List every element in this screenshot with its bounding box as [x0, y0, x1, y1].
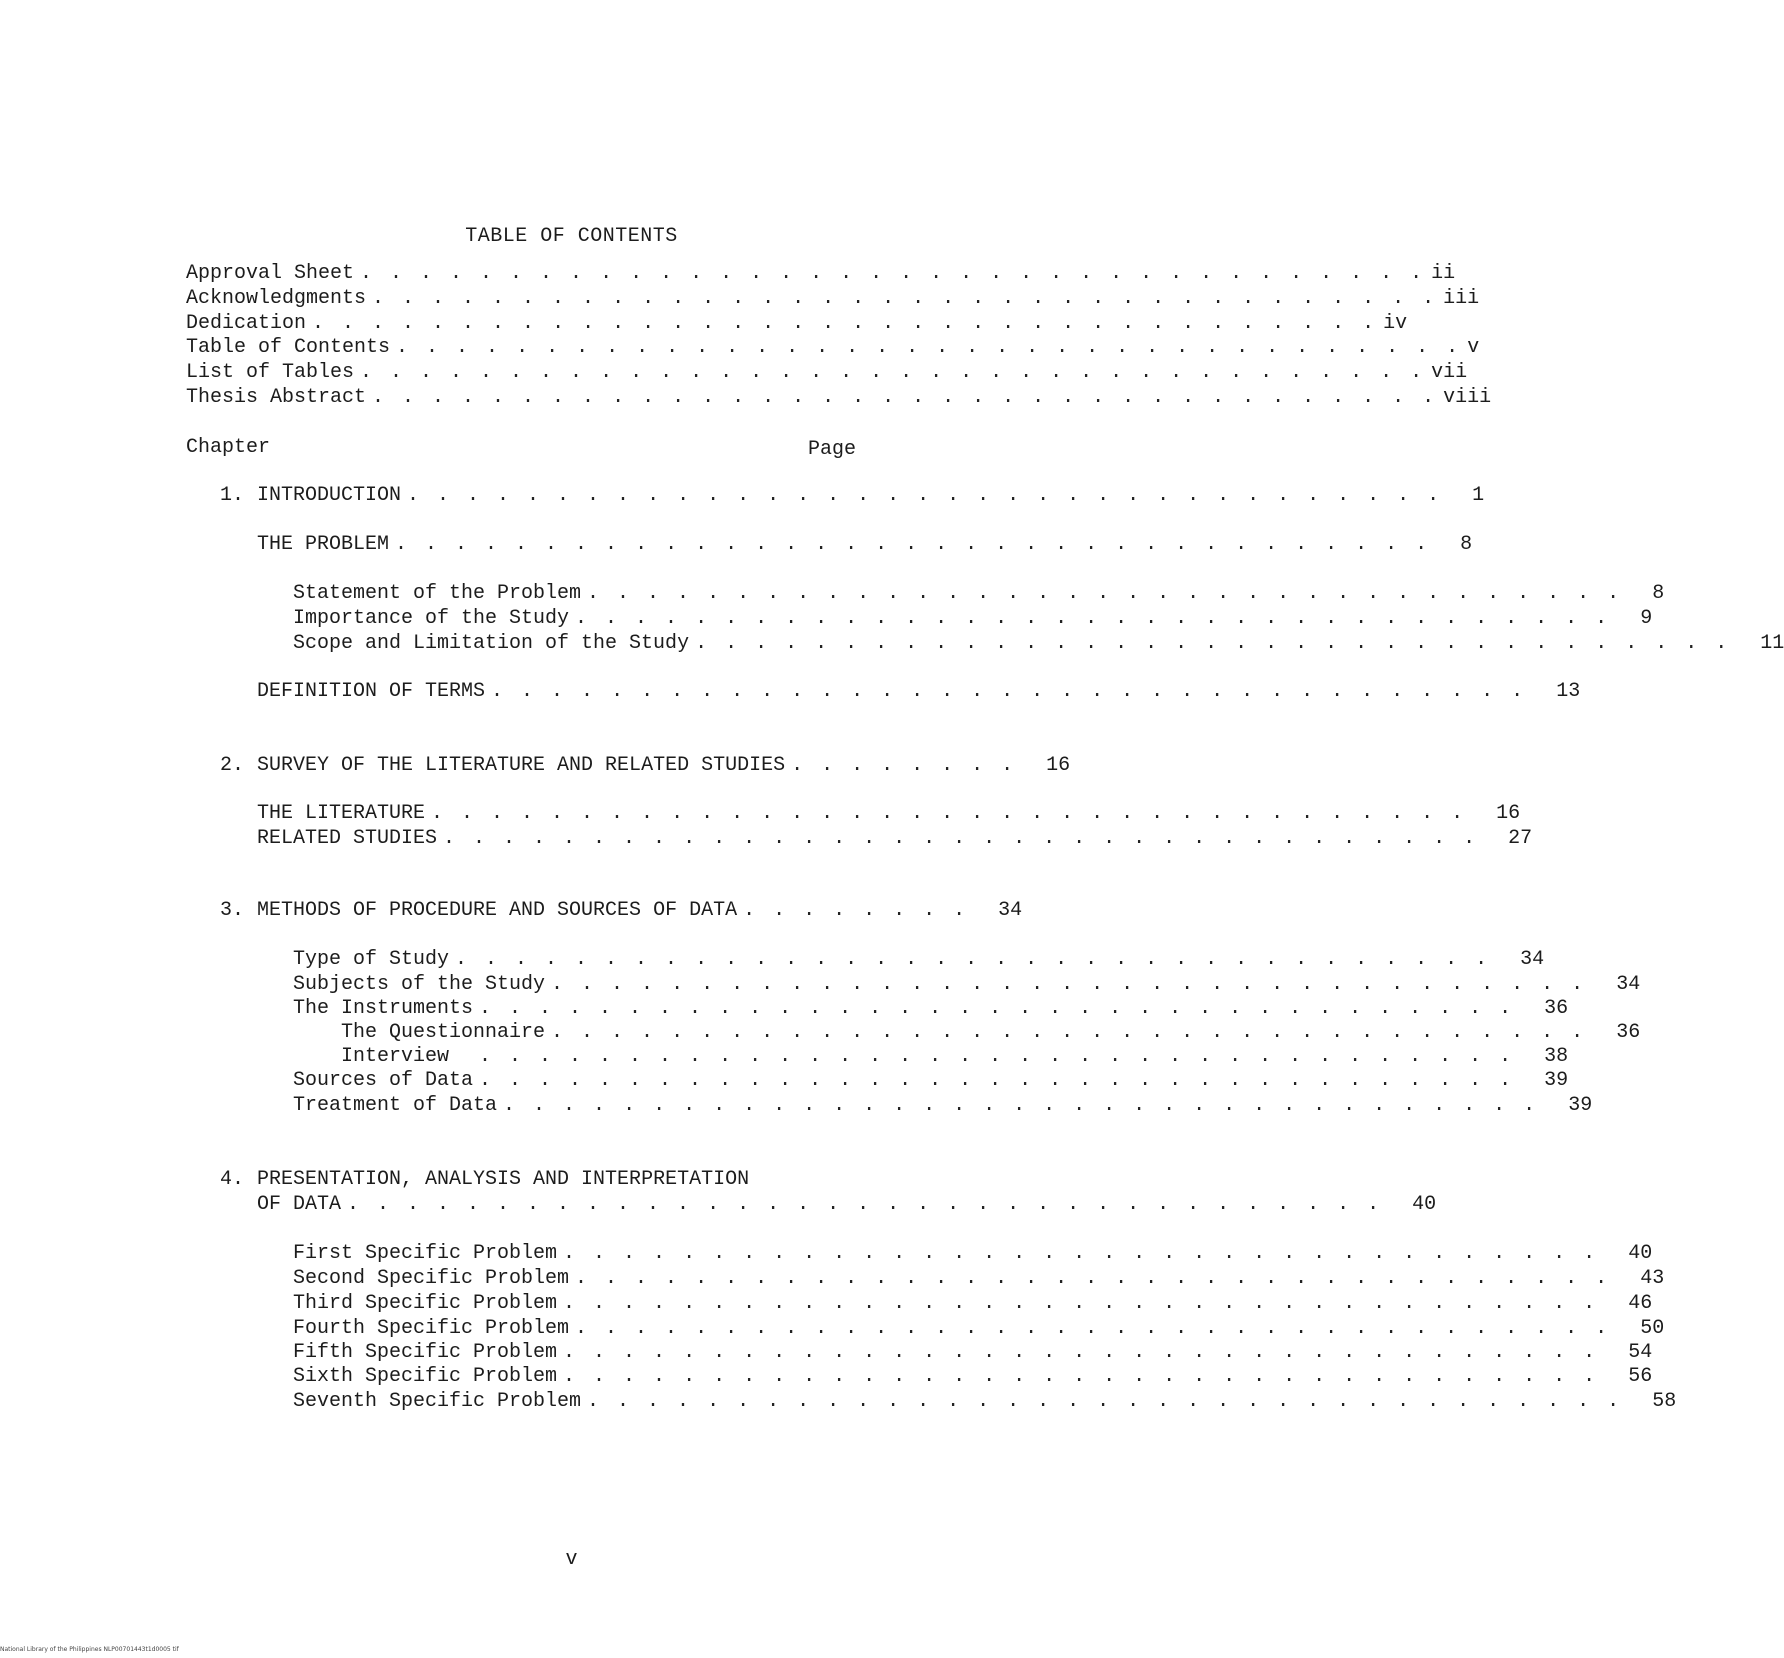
section-label: Third Specific Problem [293, 1292, 558, 1315]
toc-title: TABLE OF CONTENTS [465, 225, 678, 248]
dot-leader: . . . . . . . . . . . . . . . . . . . . . . . . . . . . . . . . . . . [395, 533, 1431, 556]
chapter-4-title-line1: PRESENTATION, ANALYSIS AND INTERPRETATION [257, 1168, 750, 1191]
dot-leader: . . . . . . . . . . . . . . . . . . . . . . . . . . . . . . . . . . . [491, 680, 1527, 703]
toc-entry-approval-sheet [186, 262, 1456, 285]
toc-entry-dedication [186, 312, 1408, 335]
section-page: 50 [1640, 1317, 1665, 1340]
section-label: First Specific Problem [293, 1242, 558, 1265]
chapter-page: 16 [1046, 754, 1071, 777]
entry-label: Thesis Abstract [186, 386, 367, 409]
section-label: THE LITERATURE [257, 802, 426, 825]
section-page: 39 [1544, 1069, 1569, 1092]
dot-leader: . . . . . . . . . . . . . . . . . . . . . . . . . . . . . . . . . . . [479, 997, 1515, 1020]
chapter-page: 40 [1412, 1193, 1437, 1216]
toc-entry-list-of-tables [186, 361, 1468, 384]
section-label: Treatment of Data [293, 1094, 498, 1117]
chapter-title: SURVEY OF THE LITERATURE AND RELATED STUDIES [257, 754, 786, 777]
section-label: Statement of the Problem [293, 582, 582, 605]
section-sources-of-data [293, 1069, 1569, 1092]
section-page: 58 [1652, 1390, 1677, 1413]
dot-leader: . . . . . . . . . . . . . . . . . . . . . . . . . . . . . . . . . . . [479, 1045, 1515, 1068]
section-label: Sources of Data [293, 1069, 474, 1092]
section-page: 46 [1628, 1292, 1653, 1315]
section-page: 56 [1628, 1365, 1653, 1388]
dot-leader: . . . . . . . . . . . . . . . . . . . . . . . . . . . . . . . . . . . [503, 1094, 1539, 1117]
entry-page: ii [1431, 262, 1456, 285]
page-number: v [565, 1548, 578, 1571]
section-label: Second Specific Problem [293, 1267, 570, 1290]
dot-leader: . . . . . . . . . . . . . . . . . . . . . . . . . . . . . . . . . . . [563, 1341, 1599, 1364]
section-page: 13 [1556, 680, 1581, 703]
section-subjects-of-the-study [293, 973, 1641, 996]
dot-leader: . . . . . . . . . . . . . . . . . . . . . . . . . . . . . . . . . . . . [372, 386, 1438, 409]
dot-leader: . . . . . . . . . . . . . . . . . . . . . . . . . . . . . . . . . . . . [360, 262, 1426, 285]
entry-page: iv [1383, 312, 1408, 335]
section-the-literature [257, 802, 1521, 825]
chapter-number: 2. [220, 754, 245, 777]
chapter-title: METHODS OF PROCEDURE AND SOURCES OF DATA [257, 899, 738, 922]
section-label: RELATED STUDIES [257, 827, 438, 850]
page-column-header: Page [808, 438, 857, 461]
section-label: Sixth Specific Problem [293, 1365, 558, 1388]
section-sixth-specific-problem [293, 1365, 1653, 1388]
section-page: 43 [1640, 1267, 1665, 1290]
section-interview [341, 1045, 1569, 1068]
section-fifth-specific-problem [293, 1341, 1653, 1364]
chapter-1-entry [220, 484, 1485, 507]
dot-leader: . . . . . . . . . . . . . . . . . . . . . . . . . . . . . . . . . . . . [360, 361, 1426, 384]
section-seventh-specific-problem [293, 1390, 1677, 1413]
section-statement-of-the-problem [293, 582, 1665, 605]
section-label: DEFINITION OF TERMS [257, 680, 486, 703]
toc-entry-acknowledgments [186, 287, 1480, 310]
section-page: 38 [1544, 1045, 1569, 1068]
section-page: 9 [1640, 607, 1653, 630]
dot-leader: . . . . . . . . . . . . . . . . . . . . . . . . . . . . . . . . . . . [563, 1365, 1599, 1388]
section-label: The Questionnaire [341, 1021, 546, 1044]
dot-leader: . . . . . . . . . . . . . . . . . . . . . . . . . . . . . . . . . . . [407, 484, 1443, 507]
entry-label: Approval Sheet [186, 262, 355, 285]
section-the-instruments [293, 997, 1569, 1020]
chapter-title: INTRODUCTION [257, 484, 402, 507]
section-label: Subjects of the Study [293, 973, 546, 996]
dot-leader: . . . . . . . . . . . . . . . . . . . . . . . . . . . . . . . . . . . [455, 948, 1491, 971]
entry-label: List of Tables [186, 361, 355, 384]
toc-entry-thesis-abstract [186, 386, 1492, 409]
dot-leader: . . . . . . . . . . . . . . . . . . . . . . . . . . . . . . . . . . . [443, 827, 1479, 850]
dot-leader: . . . . . . . . . . . . . . . . . . . . . . . . . . . . . . . . . . . [551, 1021, 1587, 1044]
dot-leader: . . . . . . . . . . . . . . . . . . . . . . . . . . . . . . . . . . . [695, 632, 1731, 655]
chapter-number: 3. [220, 899, 245, 922]
section-page: 8 [1460, 533, 1473, 556]
section-label: Importance of the Study [293, 607, 570, 630]
chapter-title: OF DATA [257, 1193, 342, 1216]
dot-leader: . . . . . . . . . . . . . . . . . . . . . . . . . . . . . . . . . . . [347, 1193, 1383, 1216]
section-the-questionnaire [341, 1021, 1641, 1044]
section-label: Type of Study [293, 948, 450, 971]
scan-footer-text: National Library of the Philippines NLP00701443t1d0005 tif [0, 1646, 179, 1653]
chapter-number: 1. [220, 484, 245, 507]
dot-leader: . . . . . . . . [791, 754, 1017, 777]
section-page: 16 [1496, 802, 1521, 825]
section-treatment-of-data [293, 1094, 1593, 1117]
section-second-specific-problem [293, 1267, 1665, 1290]
chapter-2-entry [220, 754, 1071, 777]
dot-leader: . . . . . . . . . . . . . . . . . . . . . . . . . . . . . . . . . . . [563, 1242, 1599, 1265]
dot-leader: . . . . . . . . . . . . . . . . . . . . . . . . . . . . . . . . . . . [431, 802, 1467, 825]
section-page: 8 [1652, 582, 1665, 605]
entry-page: vii [1431, 361, 1468, 384]
section-label: Fifth Specific Problem [293, 1341, 558, 1364]
dot-leader: . . . . . . . . . . . . . . . . . . . . . . . . . . . . . . . . . . . [479, 1069, 1515, 1092]
section-importance-of-the-study [293, 607, 1653, 630]
entry-page: iii [1443, 287, 1480, 310]
section-page: 54 [1628, 1341, 1653, 1364]
dot-leader: . . . . . . . . . . . . . . . . . . . . . . . . . . . . . . . . . . . [575, 607, 1611, 630]
section-label: Scope and Limitation of the Study [293, 632, 690, 655]
section-label: The Instruments [293, 997, 474, 1020]
section-page: 36 [1544, 997, 1569, 1020]
dot-leader: . . . . . . . . . . . . . . . . . . . . . . . . . . . . . . . . . . . [587, 582, 1623, 605]
section-related-studies [257, 827, 1533, 850]
dot-leader: . . . . . . . . . . . . . . . . . . . . . . . . . . . . . . . . . . . [563, 1292, 1599, 1315]
entry-page: v [1467, 336, 1480, 359]
section-type-of-study [293, 948, 1545, 971]
section-fourth-specific-problem [293, 1317, 1665, 1340]
section-page: 39 [1568, 1094, 1593, 1117]
section-page: 34 [1520, 948, 1545, 971]
section-page: 36 [1616, 1021, 1641, 1044]
dot-leader: . . . . . . . . [743, 899, 969, 922]
entry-page: viii [1443, 386, 1492, 409]
section-page: 40 [1628, 1242, 1653, 1265]
chapter-page: 1 [1472, 484, 1485, 507]
chapter-page: 34 [998, 899, 1023, 922]
section-label: Fourth Specific Problem [293, 1317, 570, 1340]
section-scope-and-limitation [293, 632, 1784, 655]
dot-leader: . . . . . . . . . . . . . . . . . . . . . . . . . . . . . . . . . . . [551, 973, 1587, 996]
dot-leader: . . . . . . . . . . . . . . . . . . . . . . . . . . . . . . . . . . . . [372, 287, 1438, 310]
section-label: THE PROBLEM [257, 533, 390, 556]
section-page: 11 [1760, 632, 1784, 655]
dot-leader: . . . . . . . . . . . . . . . . . . . . . . . . . . . . . . . . . . . [575, 1267, 1611, 1290]
section-label: Interview [341, 1045, 450, 1068]
chapter-column-header: Chapter [186, 436, 271, 459]
section-page: 27 [1508, 827, 1533, 850]
section-page: 34 [1616, 973, 1641, 996]
section-label: Seventh Specific Problem [293, 1390, 582, 1413]
chapter-3-entry [220, 899, 1023, 922]
dot-leader: . . . . . . . . . . . . . . . . . . . . . . . . . . . . . . . . . . . . [312, 312, 1378, 335]
section-the-problem [257, 533, 1473, 556]
section-third-specific-problem [293, 1292, 1653, 1315]
dot-leader: . . . . . . . . . . . . . . . . . . . . . . . . . . . . . . . . . . . [575, 1317, 1611, 1340]
toc-entry-table-of-contents [186, 336, 1480, 359]
entry-label: Dedication [186, 312, 307, 335]
section-definition-of-terms [257, 680, 1581, 703]
chapter-4-entry [257, 1193, 1437, 1216]
chapter-4-number: 4. [220, 1168, 245, 1191]
entry-label: Acknowledgments [186, 287, 367, 310]
section-first-specific-problem [293, 1242, 1653, 1265]
entry-label: Table of Contents [186, 336, 391, 359]
dot-leader: . . . . . . . . . . . . . . . . . . . . . . . . . . . . . . . . . . . . [396, 336, 1462, 359]
dot-leader: . . . . . . . . . . . . . . . . . . . . . . . . . . . . . . . . . . . [587, 1390, 1623, 1413]
